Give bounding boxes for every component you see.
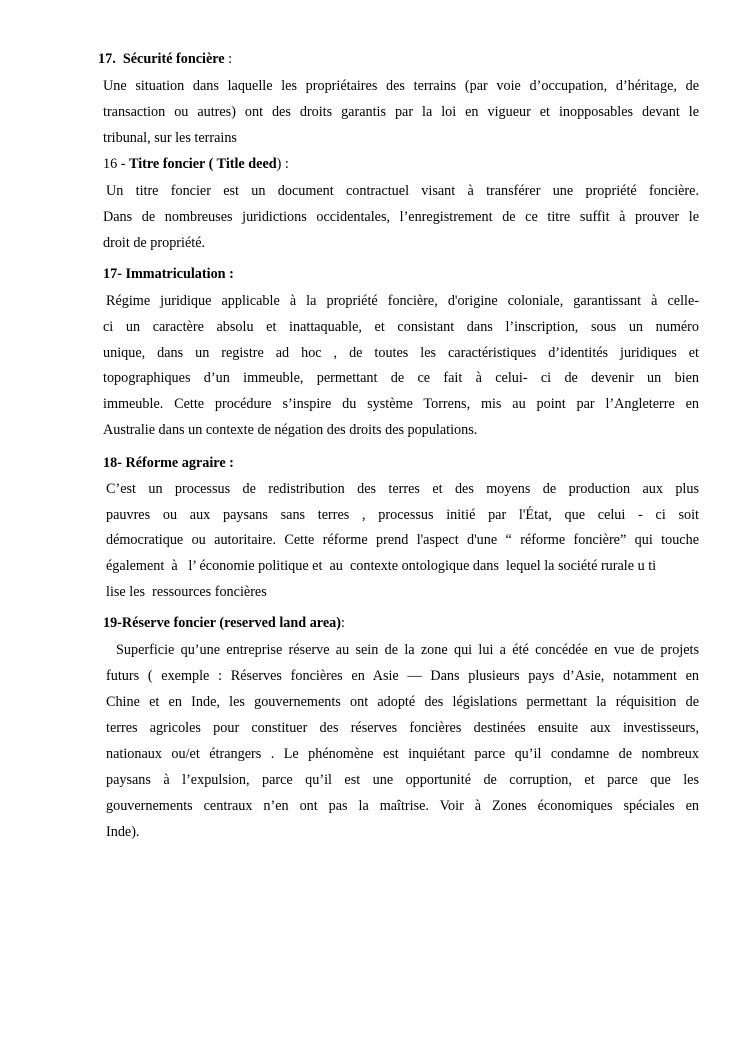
section-title: Titre foncier ( Title deed [129,156,277,172]
paragraph-line: unique, dans un registre ad hoc , de toutes les caractéristiques d’identités juridiques et [103,345,699,361]
paragraph-line: Régime juridique applicable à la propriété foncière, d'origine coloniale, garantissant à celle- [106,293,699,309]
section-number: 16 - [103,156,130,172]
paragraph-line: transaction ou autres) ont des droits garantis par la loi en vigueur et inopposables devant le [103,104,699,120]
paragraph-line: tribunal, sur les terrains [103,130,237,146]
paragraph-line: Superficie qu’une entreprise réserve au sein de la zone qui lui a été concédée en vue de projets [116,642,699,658]
paragraph-line: futurs ( exemple : Réserves foncières en Asie — Dans plusieurs pays d’Asie, notamment en [106,668,699,684]
section-17-securite-heading [98,50,232,68]
section-16-titre-heading [103,155,289,173]
section-19-reserve-heading [103,614,345,632]
paragraph-line: droit de propriété. [103,235,206,251]
paragraph-line: topographiques d’un immeuble, permettant de ce fait à celui- ci de devenir un bien [103,370,699,386]
paragraph-line: démocratique ou autoritaire. Cette réforme prend l'aspect d'une “ réforme foncière” qui touche [106,532,699,548]
section-number: 17. [98,51,116,67]
section-suffix: : [340,615,345,631]
section-title: Sécurité foncière [122,51,225,67]
paragraph-line: également à l’ économie politique et au contexte ontologique dans lequel la société rurale u ti [106,558,657,574]
section-suffix: : [224,51,233,67]
paragraph-line: C’est un processus de redistribution des terres et des moyens de production aux plus [106,481,699,497]
section-title: 17- Immatriculation : [103,266,234,282]
paragraph-line: Dans de nombreuses juridictions occidentales, l’enregistrement de ce titre suffit à prouver le [103,209,699,225]
paragraph-line: Une situation dans laquelle les propriétaires des terrains (par voie d’occupation, d’héritage, de [103,78,699,94]
section-18-reforme-heading [103,454,234,472]
paragraph-line: Australie dans un contexte de négation des droits des populations. [103,422,478,438]
paragraph-line: ci un caractère absolu et inattaquable, et consistant dans l’inscription, sous un numéro [103,319,699,335]
paragraph-line: Chine et en Inde, les gouvernements ont adopté des législations permettant la réquisition de [106,694,699,710]
section-title: 18- Réforme agraire : [103,455,234,471]
paragraph-line: Un titre foncier est un document contractuel visant à transférer une propriété foncière. [106,183,699,199]
section-suffix: ) : [276,156,289,172]
paragraph-line: lise les ressources foncières [106,584,267,600]
paragraph-line: terres agricoles pour constituer des réserves foncières destinées ensuite aux investisseurs, [106,720,699,736]
paragraph-line: immeuble. Cette procédure s’inspire du système Torrens, mis au point par l’Angleterre en [103,396,699,412]
paragraph-line: nationaux ou/et étrangers . Le phénomène est inquiétant parce qu’il condamne de nombreux [106,746,699,762]
section-title: 19-Réserve foncier (reserved land area) [103,615,341,631]
paragraph-line: pauvres ou aux paysans sans terres , processus initié par l'État, que celui - ci soit [106,507,699,523]
paragraph-line: Inde). [106,824,140,840]
section-17-immatriculation-heading [103,265,234,283]
paragraph-line: gouvernements centraux n’en ont pas la maîtrise. Voir à Zones économiques spéciales en [106,798,699,814]
paragraph-line: paysans à l’expulsion, parce qu’il est une opportunité de corruption, et parce que les [106,772,699,788]
